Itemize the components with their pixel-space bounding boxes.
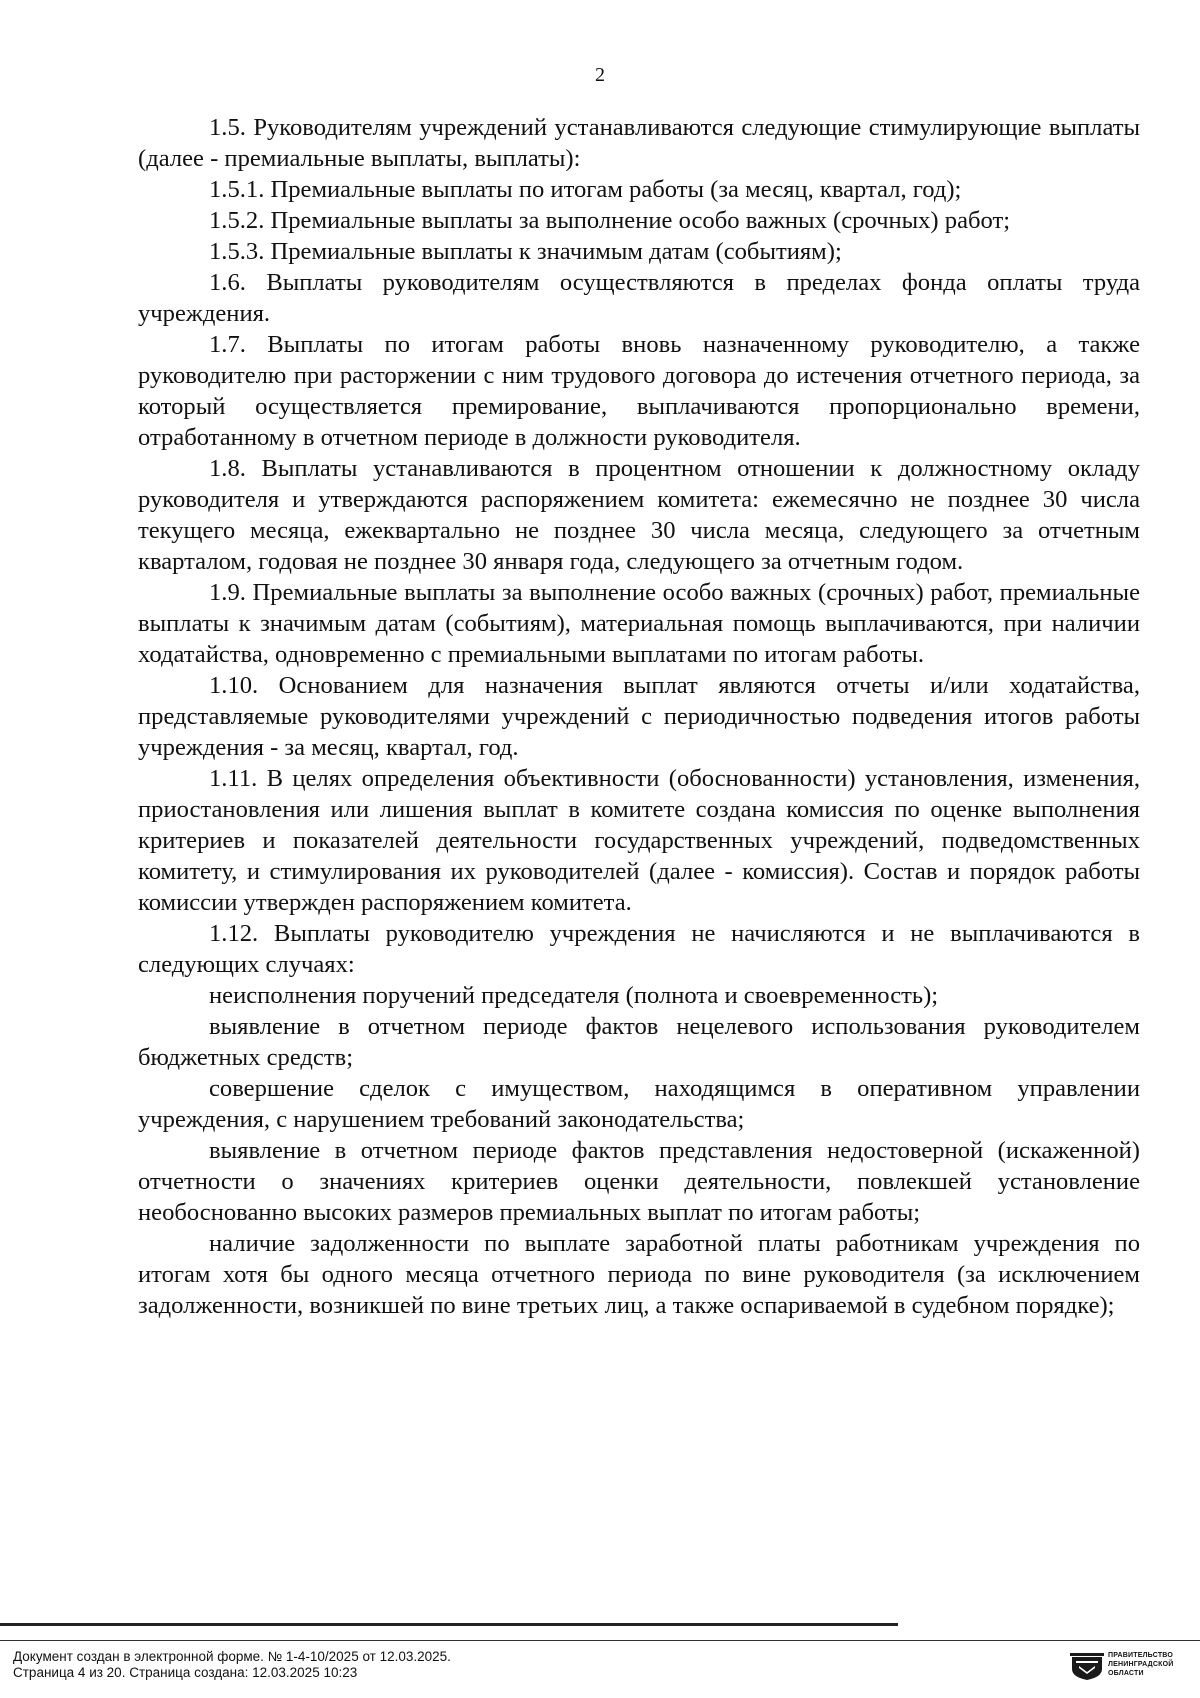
paragraph-1-9: 1.9. Премиальные выплаты за выполнение особо важных (срочных) работ, премиальные выплаты к значимым датам (событиям), материальная помощь выплачиваются, при наличии ходатайства, одновременно с премиальными выплатами по итогам работы. [138,579,1140,668]
paragraph-1-5-1: 1.5.1. Премиальные выплаты по итогам работы (за месяц, квартал, год); [209,176,962,203]
paragraph-1-8: 1.8. Выплаты устанавливаются в процентном отношении к должностному окладу руководителя и утверждаются распоряжением комитета: ежемесячно не позднее 30 числа текущего месяца, ежеквартально не позднее 30 числа месяца, следующего за отчетным кварталом, годовая не позднее 30 января года, следующего за отчетным годом. [138,455,1140,575]
case-item-2: выявление в отчетном периоде фактов нецелевого использования руководителем бюджетных средств; [138,1013,1140,1071]
case-item-1: неисполнения поручений председателя (полнота и своевременность); [209,982,939,1009]
paragraph-1-12: 1.12. Выплаты руководителю учреждения не начисляются и не выплачиваются в следующих случаях: [138,920,1140,978]
case-item-4: выявление в отчетном периоде фактов представления недостоверной (искаженной) отчетности о значениях критериев оценки деятельности, повлекшей установление необоснованно высоких размеров премиальных выплат по итогам работы; [138,1137,1140,1226]
paragraph-1-10: 1.10. Основанием для назначения выплат являются отчеты и/или ходатайства, представляемые руководителями учреждений с периодичностью подведения итогов работы учреждения - за месяц, квартал, год. [138,672,1140,761]
footer-divider-thick [0,1623,898,1626]
paragraph-1-5: 1.5. Руководителям учреждений устанавливаются следующие стимулирующие выплаты (далее - премиальные выплаты, выплаты): [138,114,1140,172]
paragraph-1-5-3: 1.5.3. Премиальные выплаты к значимым датам (событиям); [209,238,842,265]
government-logo [1070,1651,1180,1685]
footer-divider-thin [0,1640,1200,1641]
footer-page-info: Страница 4 из 20. Страница создана: 12.03.2025 10:23 [13,1665,358,1680]
footer-document-info [13,1649,451,1681]
paragraph-1-6: 1.6. Выплаты руководителям осуществляются в пределах фонда оплаты труда учреждения. [138,269,1140,327]
page-number: 2 [595,64,605,86]
paragraph-1-7: 1.7. Выплаты по итогам работы вновь назначенному руководителю, а также руководителю при расторжении с ним трудового договора до истечения отчетного периода, за который осуществляется премирование, выплачиваются пропорционально времени, отработанному в отчетном периоде в должности руководителя. [138,331,1140,451]
footer-document-number: Документ создан в электронной форме. № 1-4-10/2025 от 12.03.2025. [13,1649,451,1664]
logo-line-2: ЛЕНИНГРАДСКОЙ [1108,1661,1174,1668]
logo-line-3: ОБЛАСТИ [1108,1670,1144,1677]
document-body [138,112,1140,1321]
logo-line-1: ПРАВИТЕЛЬСТВО [1108,1652,1174,1659]
paragraph-1-11: 1.11. В целях определения объективности (обоснованности) установления, изменения, приостановления или лишения выплат в комитете создана комиссия по оценке выполнения критериев и показателей деятельности государственных учреждений, подведомственных комитету, и стимулирования их руководителей (далее - комиссия). Состав и порядок работы комиссии утвержден распоряжением комитета. [138,765,1140,916]
coat-of-arms-icon [1070,1653,1104,1681]
case-item-3: совершение сделок с имуществом, находящимся в оперативном управлении учреждения, с нарушением требований законодательства; [138,1075,1140,1133]
case-item-5: наличие задолженности по выплате заработной платы работникам учреждения по итогам хотя бы одного месяца отчетного периода по вине руководителя (за исключением задолженности, возникшей по вине третьих лиц, а также оспариваемой в судебном порядке); [138,1230,1140,1319]
paragraph-1-5-2: 1.5.2. Премиальные выплаты за выполнение особо важных (срочных) работ; [209,207,1011,234]
logo-caption [1108,1651,1173,1678]
